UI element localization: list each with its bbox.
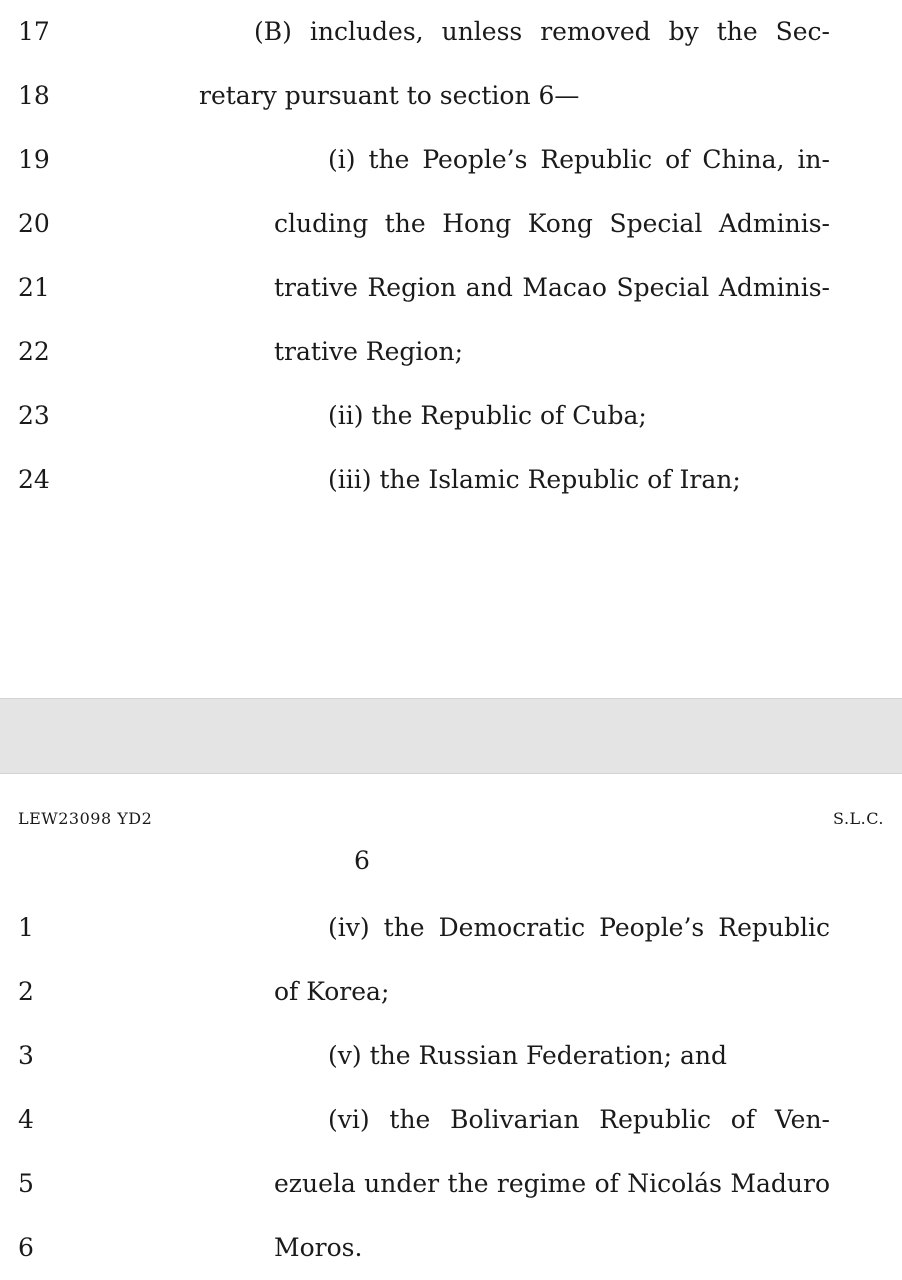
line-text: retary pursuant to section 6— xyxy=(199,81,580,110)
text-line xyxy=(0,1024,902,1088)
text-line xyxy=(0,128,902,192)
line-number: 18 xyxy=(18,81,50,110)
line-number: 21 xyxy=(18,273,50,302)
text-line xyxy=(0,256,902,320)
line-text: Moros. xyxy=(274,1233,363,1262)
line-number: 3 xyxy=(18,1041,34,1070)
document-id-header: LEW23098 YD2 xyxy=(18,809,153,828)
line-text: (ii) the Republic of Cuba; xyxy=(328,401,647,430)
line-number: 17 xyxy=(18,17,50,46)
line-number: 1 xyxy=(18,913,34,942)
text-line xyxy=(0,1088,902,1152)
line-text: cluding the Hong Kong Special Adminis- xyxy=(274,209,830,238)
line-number: 22 xyxy=(18,337,50,366)
page-number: 6 xyxy=(354,846,370,875)
text-line xyxy=(0,192,902,256)
text-line xyxy=(0,320,902,384)
line-number: 4 xyxy=(18,1105,34,1134)
line-text: (B) includes, unless removed by the Sec- xyxy=(254,17,830,46)
text-line xyxy=(0,1216,902,1280)
slc-header: S.L.C. xyxy=(833,809,884,828)
line-number: 19 xyxy=(18,145,50,174)
text-line xyxy=(0,960,902,1024)
line-number: 5 xyxy=(18,1169,34,1198)
line-text: (iii) the Islamic Republic of Iran; xyxy=(328,465,741,494)
text-line xyxy=(0,448,902,512)
text-line xyxy=(0,64,902,128)
line-number: 6 xyxy=(18,1233,34,1262)
text-line xyxy=(0,896,902,960)
line-text: (iv) the Democratic People’s Republic xyxy=(328,913,830,942)
line-text: (i) the People’s Republic of China, in- xyxy=(328,145,830,174)
text-line xyxy=(0,0,902,64)
text-line xyxy=(0,1152,902,1216)
line-text: ezuela under the regime of Nicolás Maduro xyxy=(274,1169,830,1198)
line-number: 24 xyxy=(18,465,50,494)
line-number: 2 xyxy=(18,977,34,1006)
line-text: of Korea; xyxy=(274,977,390,1006)
document-page-bottom xyxy=(0,774,902,1262)
line-text: trative Region and Macao Special Adminis- xyxy=(274,273,830,302)
text-line xyxy=(0,384,902,448)
line-text: (vi) the Bolivarian Republic of Ven- xyxy=(328,1105,830,1134)
line-text: (v) the Russian Federation; and xyxy=(328,1041,727,1070)
page-break-separator xyxy=(0,698,902,774)
line-number: 20 xyxy=(18,209,50,238)
line-number: 23 xyxy=(18,401,50,430)
line-text: trative Region; xyxy=(274,337,464,366)
